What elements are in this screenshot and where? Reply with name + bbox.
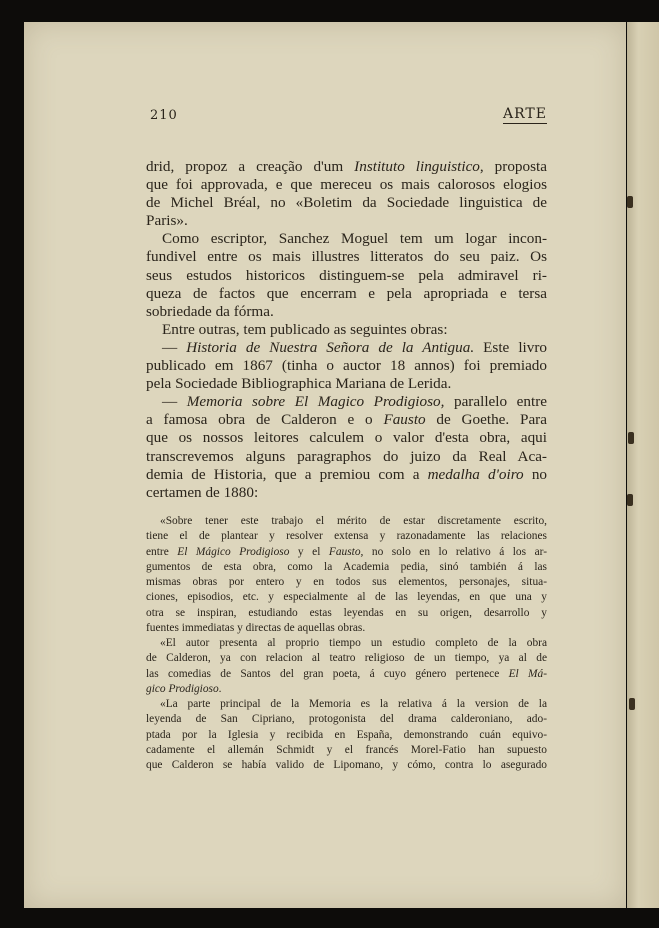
- body-line: transcrevemos alguns paragraphos do juizo da Real Aca-: [146, 447, 547, 465]
- quote-line: mismas obras por entero y en todos sus elementos, personajes, situa-: [146, 576, 547, 588]
- quote-line: ciones, episodios, etc. y especialmente al de las leyendas, en que una y: [146, 591, 547, 604]
- quoted-passage: [146, 514, 547, 773]
- quote-line: «Sobre tener este trabajo el mérito de estar discretamente escrito,: [160, 515, 547, 527]
- quote-line: gumentos de esta obra, como la Academia pedia, sinó también á las: [146, 560, 547, 573]
- body-line: drid, propoz a creação d'um Instituto linguistico, proposta: [146, 158, 547, 175]
- edge-mark: [627, 494, 633, 506]
- body-line: — Memoria sobre El Magico Prodigioso, parallelo entre: [162, 393, 547, 411]
- body-line: que foi approvada, e que mereceu os mais calorosos elogios: [146, 176, 547, 194]
- body-line: fundivel entre os mais illustres litteratos do seu paiz. Os: [146, 248, 547, 266]
- quote-line: leyenda de San Cipriano, protogonista del drama calderoniano, ado-: [146, 713, 547, 726]
- quote-line: gico Prodigioso.: [146, 682, 222, 695]
- quote-line: otra se inspiran, estudiando estas leyendas en su origen, desarrollo y: [146, 606, 547, 619]
- quote-line: tiene el de plantear y resolver extensa y razonadamente las relaciones: [146, 530, 547, 543]
- quote-line: fuentes immediatas y directas de aquellas obras.: [146, 621, 366, 634]
- body-line: Paris».: [146, 212, 188, 230]
- body-line: — Historia de Nuestra Señora de la Antigua. Este livro: [162, 338, 547, 356]
- body-line: Entre outras, tem publicado as seguintes obras:: [162, 320, 448, 338]
- running-head: ARTE: [503, 106, 547, 122]
- body-line: de Michel Bréal, no «Boletim da Sociedade linguistica de: [146, 194, 547, 212]
- body-line: Como escriptor, Sanchez Moguel tem um logar incon-: [162, 230, 547, 248]
- quote-line: entre El Mágico Prodigioso y el Fausto, no solo en lo relativo á los ar-: [146, 545, 547, 558]
- edge-mark: [627, 196, 633, 208]
- quote-line: las comedias de Santos del gran poeta, á cuyo género pertenece El Má-: [146, 667, 547, 680]
- edge-mark: [628, 432, 634, 444]
- quote-line: cadamente el allemán Schmidt y el francés Morel-Fatio han supuesto: [146, 743, 547, 756]
- page-number: 210: [150, 108, 178, 123]
- body-line: a famosa obra de Calderon e o Fausto de Goethe. Para: [146, 411, 547, 429]
- body-line: seus estudos historicos distinguem-se pela admiravel ri-: [146, 266, 547, 284]
- body-line: pela Sociedade Bibliographica Mariana de Lerida.: [146, 375, 452, 393]
- edge-mark: [629, 698, 635, 710]
- body-line: queza de factos que encerram e pela apropriada e tersa: [146, 284, 547, 302]
- facing-page-edge: [627, 22, 659, 908]
- quote-line: «La parte principal de la Memoria es la relativa á la version de la: [160, 698, 547, 710]
- quote-line: de Calderon, ya con relacion al teatro religioso de un tiempo, ya al de: [146, 652, 547, 665]
- body-line: certamen de 1880:: [146, 483, 259, 501]
- body-line: sobriedade da fórma.: [146, 302, 274, 320]
- quote-line: «El autor presenta al proprio tiempo un estudio completo de la obra: [160, 637, 547, 649]
- quote-line: ptada por la Iglesia y recibida en España, demonstrando cuán equivo-: [146, 728, 547, 741]
- page-header: [146, 104, 547, 128]
- quote-line: que Calderon se había valido de Lipomano, y cómo, contra lo asegurado: [146, 759, 547, 771]
- body-line: que os nossos leitores calculem o valor d'esta obra, aqui: [146, 429, 547, 447]
- body-line: demia de Historia, que a premiou com a medalha d'oiro no: [146, 465, 547, 483]
- body-line: publicado em 1867 (tinha o auctor 18 annos) foi premiado: [146, 357, 547, 375]
- body-text: [146, 158, 547, 502]
